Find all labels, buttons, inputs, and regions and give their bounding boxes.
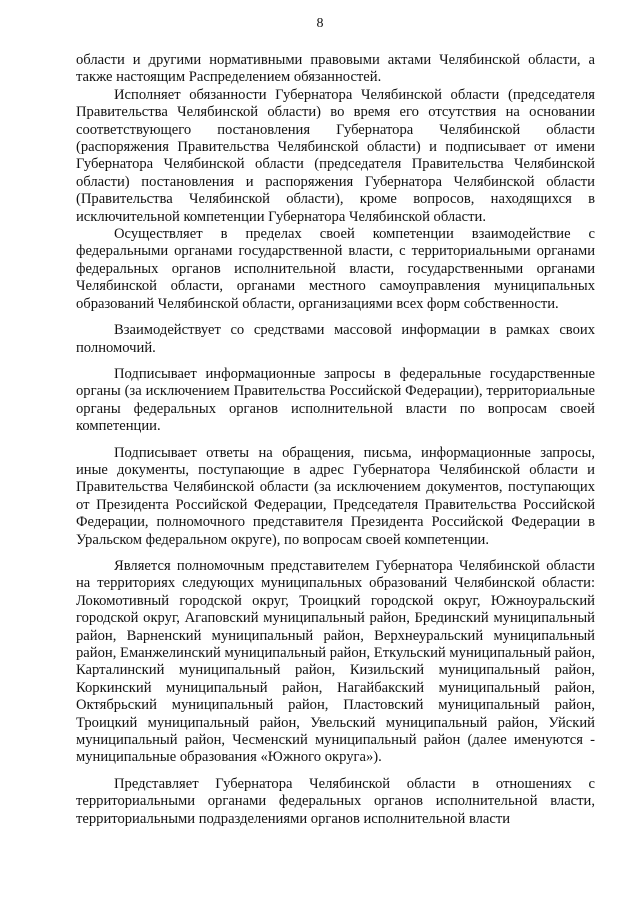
document-body [76, 52, 595, 828]
page-number: 8 [316, 16, 324, 31]
paragraph-interaction: Осуществляет в пределах своей компетенции взаимодействие с федеральными органами государственной власти, с территориальными органами федеральных органов исполнительной власти, государственными органами Челябинской области, органами местного самоуправления муниципальных образований Челябинской области, организациями всех форм собственности. [76, 226, 595, 312]
paragraph-media: Взаимодействует со средствами массовой информации в рамках своих полномочий. [76, 322, 595, 356]
paragraph-representative: Является полномочным представителем Губернатора Челябинской области на территориях следующих муниципальных образований Челябинской области: Локомотивный городской округ, Троицкий городской округ, Южноуральский городской округ, Агаповский муниципальный район, Брединский муниципальный район, Варненский муниципальный район, Верхнеуральский муниципальный район, Еманжелинский муниципальный район, Еткульский муниципальный район, Карталинский муниципальный район, Кизильский муниципальный район, Коркинский муниципальный район, Нагайбакский муниципальный район, Октябрьский муниципальный район, Пластовский муниципальный район, Троицкий муниципальный район, Увельский муниципальный район, Уйский муниципальный район, Чесменский муниципальный район (далее именуются - муниципальные образования «Южного округа»). [76, 557, 595, 766]
paragraph-acting-governor: Исполняет обязанности Губернатора Челябинской области (председателя Правительства Челябинской области) во время его отсутствия на основании соответствующего постановления Губернатора Челябинской области (распоряжения Правительства Челябинской области) и подписывает от имени Губернатора Челябинской области (председателя Правительства Челябинской области) постановления и распоряжения Губернатора Челябинской области (Правительства Челябинской области), кроме вопросов, находящихся в исключительной компетенции Губернатора Челябинской области. [76, 86, 595, 225]
paragraph-represents-governor: Представляет Губернатора Челябинской области в отношениях с территориальными органами федеральных органов исполнительной власти, территориальными подразделениями органов исполнительной власти [76, 775, 595, 827]
paragraph-requests: Подписывает информационные запросы в федеральные государственные органы (за исключением Правительства Российской Федерации), территориальные органы федеральных органов исполнительной власти по вопросам своей компетенции. [76, 365, 595, 435]
paragraph-continuation: области и другими нормативными правовыми актами Челябинской области, а также настоящим Распределением обязанностей. [76, 52, 595, 86]
paragraph-responses: Подписывает ответы на обращения, письма, информационные запросы, иные документы, поступающие в адрес Губернатора Челябинской области и Правительства Челябинской области (за исключением документов, поступающих от Президента Российской Федерации, Председателя Правительства Российской Федерации, полномочного представителя Президента Российской Федерации в Уральском федеральном округе), по вопросам своей компетенции. [76, 444, 595, 548]
